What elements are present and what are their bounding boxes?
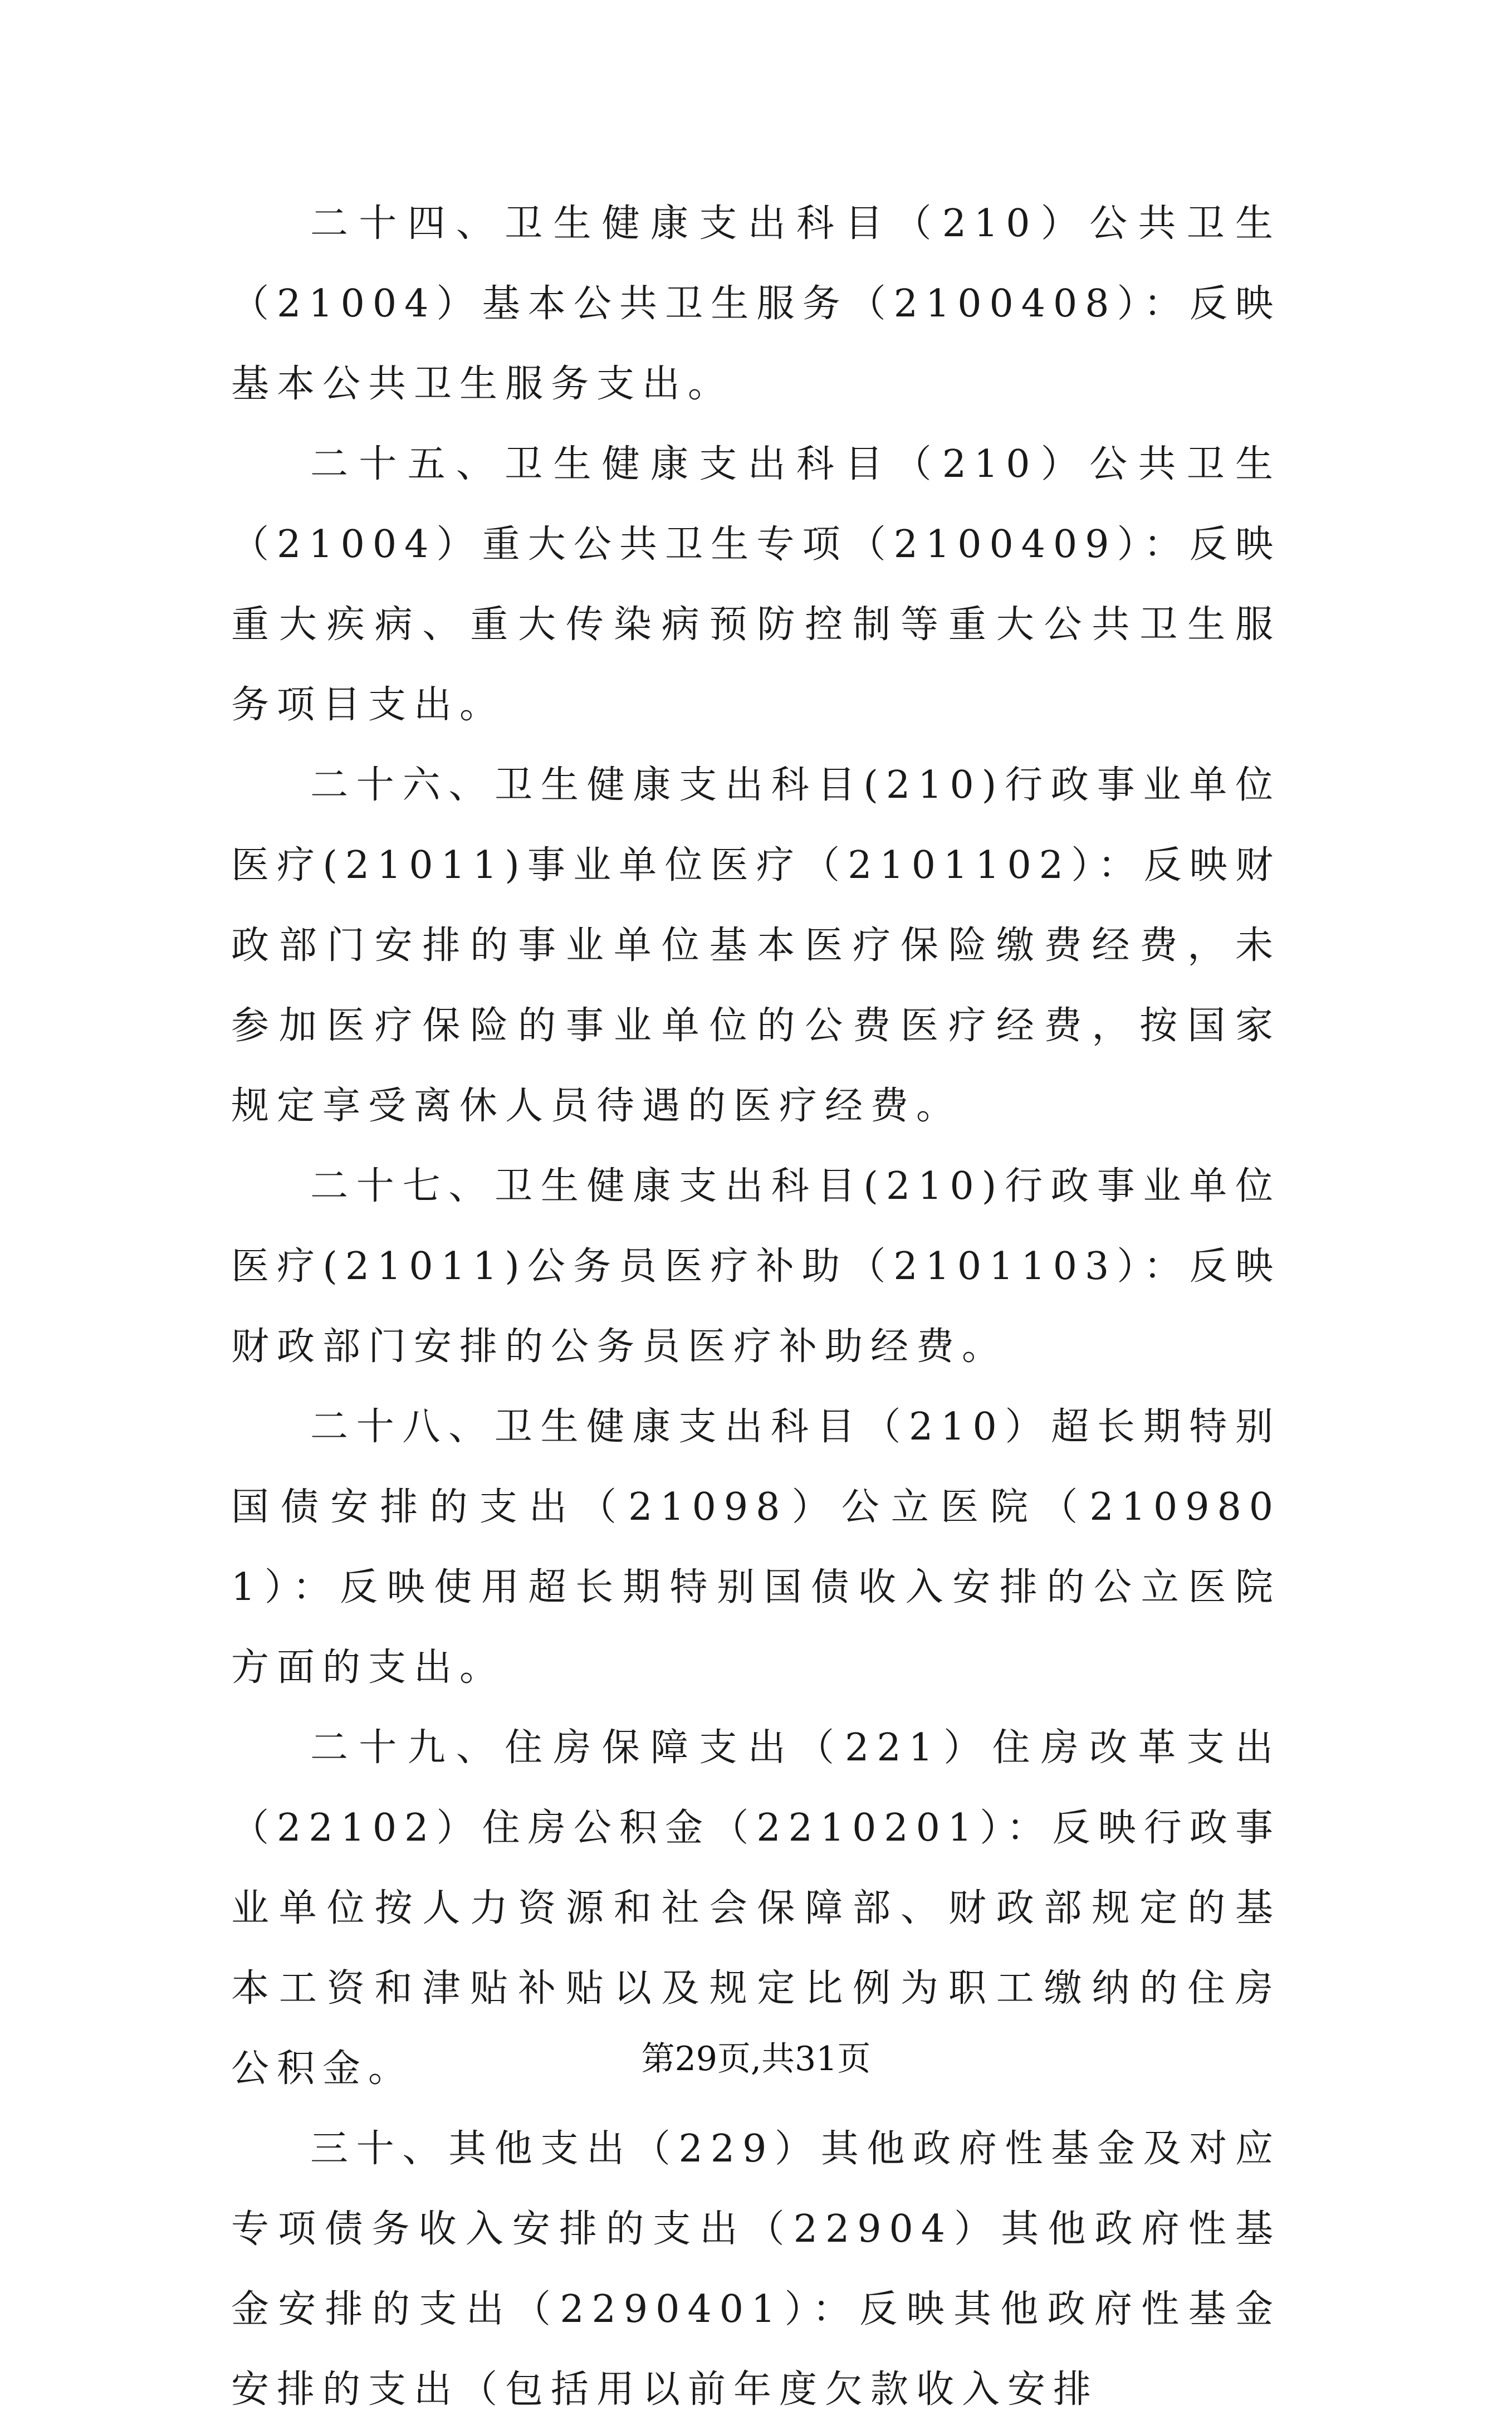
document-body	[231, 184, 1281, 2430]
paragraph-30: 三十、其他支出（229）其他政府性基金及对应专项债务收入安排的支出（22904）其他政府性基金安排的支出（2290401）：反映其他政府性基金安排的支出（包括用以前年度欠款收入安排	[231, 2127, 1281, 2412]
paragraph-26: 二十六、卫生健康支出科目(210)行政事业单位医疗(21011)事业单位医疗（2101102）：反映财政部门安排的事业单位基本医疗保险缴费经费，未参加医疗保险的事业单位的公费医疗经费，按国家规定享受离休人员待遇的医疗经费。	[231, 763, 1281, 1128]
page-number-footer: 第29页,共31页	[641, 2039, 871, 2078]
paragraph-25: 二十五、卫生健康支出科目（210）公共卫生（21004）重大公共卫生专项（2100409）：反映重大疾病、重大传染病预防控制等重大公共卫生服务项目支出。	[231, 442, 1281, 727]
paragraph-27: 二十七、卫生健康支出科目(210)行政事业单位医疗(21011)公务员医疗补助（2101103）：反映财政部门安排的公务员医疗补助经费。	[231, 1164, 1281, 1369]
paragraph-28: 二十八、卫生健康支出科目（210）超长期特别国债安排的支出（21098）公立医院（2109801）：反映使用超长期特别国债收入安排的公立医院方面的支出。	[231, 1405, 1281, 1690]
paragraph-24: 二十四、卫生健康支出科目（210）公共卫生（21004）基本公共卫生服务（2100408）：反映基本公共卫生服务支出。	[231, 202, 1281, 406]
paragraph-29: 二十九、住房保障支出（221）住房改革支出（22102）住房公积金（2210201）：反映行政事业单位按人力资源和社会保障部、财政部规定的基本工资和津贴补贴以及规定比例为职工缴纳的住房公积金。	[231, 1726, 1281, 2091]
